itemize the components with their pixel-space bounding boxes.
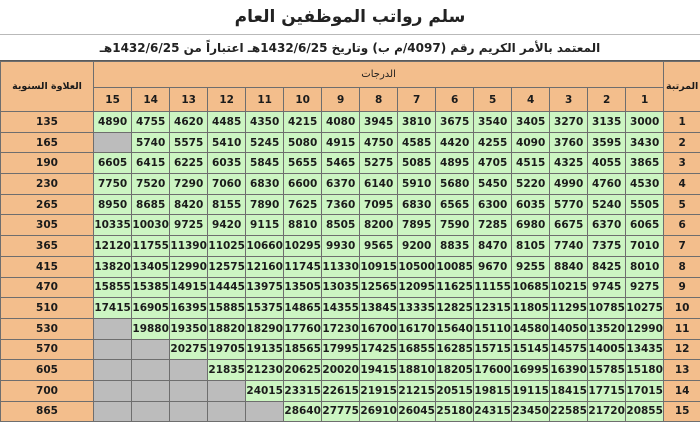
empty-cell	[132, 401, 170, 422]
salary-cell: 13035	[322, 277, 360, 298]
salary-cell: 6300	[474, 194, 512, 215]
salary-cell: 13405	[132, 256, 170, 277]
empty-cell	[132, 339, 170, 360]
salary-cell: 3675	[436, 112, 474, 133]
rank-cell: 12	[664, 339, 700, 360]
salary-cell: 3760	[550, 132, 588, 153]
table-row	[1, 298, 700, 319]
salary-cell: 6830	[246, 174, 284, 195]
salary-cell: 21915	[360, 380, 398, 401]
salary-cell: 19135	[246, 339, 284, 360]
salary-cell: 11745	[284, 256, 322, 277]
empty-cell	[208, 380, 246, 401]
allowance-cell: 190	[1, 153, 94, 174]
salary-cell: 18810	[398, 360, 436, 381]
salary-cell: 19815	[474, 380, 512, 401]
salary-cell: 13520	[588, 318, 626, 339]
salary-cell: 26910	[360, 401, 398, 422]
salary-cell: 4705	[474, 153, 512, 174]
salary-cell: 5655	[284, 153, 322, 174]
salary-cell: 9420	[208, 215, 246, 236]
salary-cell: 12990	[170, 256, 208, 277]
allowance-cell: 530	[1, 318, 94, 339]
salary-cell: 20275	[170, 339, 208, 360]
salary-cell: 6370	[322, 174, 360, 195]
rank-cell: 11	[664, 318, 700, 339]
salary-cell: 8010	[626, 256, 664, 277]
salary-cell: 7750	[94, 174, 132, 195]
salary-cell: 11295	[550, 298, 588, 319]
salary-cell: 3865	[626, 153, 664, 174]
title-bar	[0, 0, 700, 35]
salary-cell: 6140	[360, 174, 398, 195]
salary-cell: 15110	[474, 318, 512, 339]
salary-cell: 8105	[512, 236, 550, 257]
allowance-cell: 510	[1, 298, 94, 319]
table-row	[1, 174, 700, 195]
salary-cell: 4090	[512, 132, 550, 153]
salary-cell: 15715	[474, 339, 512, 360]
table-row	[1, 215, 700, 236]
empty-cell	[208, 401, 246, 422]
salary-cell: 16395	[170, 298, 208, 319]
salary-cell: 5575	[170, 132, 208, 153]
degree-header-6: 6	[436, 88, 474, 112]
salary-cell: 19350	[170, 318, 208, 339]
salary-cell: 5410	[208, 132, 246, 153]
salary-cell: 16905	[132, 298, 170, 319]
degree-header-7: 7	[398, 88, 436, 112]
table-body	[1, 112, 700, 422]
salary-cell: 5465	[322, 153, 360, 174]
salary-cell: 7095	[360, 194, 398, 215]
salary-cell: 7890	[246, 194, 284, 215]
allowance-cell: 135	[1, 112, 94, 133]
salary-cell: 12160	[246, 256, 284, 277]
salary-cell: 5245	[246, 132, 284, 153]
salary-cell: 7010	[626, 236, 664, 257]
salary-cell: 9565	[360, 236, 398, 257]
salary-cell: 16390	[550, 360, 588, 381]
table-row	[1, 339, 700, 360]
allowance-cell: 265	[1, 194, 94, 215]
salary-cell: 12120	[94, 236, 132, 257]
allowance-cell: 165	[1, 132, 94, 153]
salary-cell: 17600	[474, 360, 512, 381]
salary-cell: 28640	[284, 401, 322, 422]
salary-cell: 10085	[436, 256, 474, 277]
salary-cell: 3810	[398, 112, 436, 133]
salary-cell: 5240	[588, 194, 626, 215]
table-head	[1, 62, 700, 112]
salary-cell: 4990	[550, 174, 588, 195]
salary-cell: 9745	[588, 277, 626, 298]
salary-cell: 24315	[474, 401, 512, 422]
salary-cell: 6980	[512, 215, 550, 236]
salary-cell: 9275	[626, 277, 664, 298]
rank-cell: 4	[664, 174, 700, 195]
salary-cell: 15145	[512, 339, 550, 360]
salary-cell: 7285	[474, 215, 512, 236]
salary-cell: 16995	[512, 360, 550, 381]
degree-header-15: 15	[94, 88, 132, 112]
salary-cell: 5080	[284, 132, 322, 153]
salary-cell: 6035	[208, 153, 246, 174]
degree-header-11: 11	[246, 88, 284, 112]
salary-cell: 4620	[170, 112, 208, 133]
rank-cell: 2	[664, 132, 700, 153]
rank-cell: 1	[664, 112, 700, 133]
salary-cell: 4515	[512, 153, 550, 174]
salary-cell: 11805	[512, 298, 550, 319]
salary-cell: 26045	[398, 401, 436, 422]
degree-header-1: 1	[626, 88, 664, 112]
salary-cell: 8155	[208, 194, 246, 215]
salary-cell: 27775	[322, 401, 360, 422]
salary-cell: 8505	[322, 215, 360, 236]
salary-cell: 11755	[132, 236, 170, 257]
salary-cell: 19415	[360, 360, 398, 381]
salary-cell: 16170	[398, 318, 436, 339]
salary-cell: 17015	[626, 380, 664, 401]
salary-cell: 9725	[170, 215, 208, 236]
empty-cell	[94, 339, 132, 360]
salary-cell: 23315	[284, 380, 322, 401]
allowance-cell: 415	[1, 256, 94, 277]
salary-cell: 11625	[436, 277, 474, 298]
salary-cell: 21835	[208, 360, 246, 381]
rank-cell: 8	[664, 256, 700, 277]
salary-cell: 20855	[626, 401, 664, 422]
salary-cell: 4915	[322, 132, 360, 153]
salary-cell: 14915	[170, 277, 208, 298]
salary-cell: 4485	[208, 112, 246, 133]
salary-cell: 12315	[474, 298, 512, 319]
degree-header-2: 2	[588, 88, 626, 112]
salary-cell: 3945	[360, 112, 398, 133]
degree-header-8: 8	[360, 88, 398, 112]
salary-cell: 20625	[284, 360, 322, 381]
salary-cell: 11155	[474, 277, 512, 298]
salary-cell: 10335	[94, 215, 132, 236]
salary-cell: 16285	[436, 339, 474, 360]
salary-cell: 4420	[436, 132, 474, 153]
salary-cell: 6605	[94, 153, 132, 174]
salary-cell: 14005	[588, 339, 626, 360]
salary-cell: 25180	[436, 401, 474, 422]
allowance-cell: 605	[1, 360, 94, 381]
table-row	[1, 380, 700, 401]
salary-cell: 20020	[322, 360, 360, 381]
salary-cell: 4755	[132, 112, 170, 133]
salary-cell: 4585	[398, 132, 436, 153]
salary-cell: 8425	[588, 256, 626, 277]
rank-cell: 9	[664, 277, 700, 298]
table-row	[1, 153, 700, 174]
salary-cell: 13845	[360, 298, 398, 319]
salary-cell: 12095	[398, 277, 436, 298]
salary-cell: 16700	[360, 318, 398, 339]
salary-cell: 5505	[626, 194, 664, 215]
salary-cell: 5770	[550, 194, 588, 215]
rank-cell: 7	[664, 236, 700, 257]
salary-cell: 8840	[550, 256, 588, 277]
salary-cell: 10295	[284, 236, 322, 257]
salary-cell: 15885	[208, 298, 246, 319]
salary-cell: 17715	[588, 380, 626, 401]
empty-cell	[94, 401, 132, 422]
salary-cell: 12575	[208, 256, 246, 277]
salary-cell: 6225	[170, 153, 208, 174]
salary-cell: 14580	[512, 318, 550, 339]
salary-cell: 5220	[512, 174, 550, 195]
degree-header-4: 4	[512, 88, 550, 112]
salary-cell: 11390	[170, 236, 208, 257]
salary-cell: 7590	[436, 215, 474, 236]
salary-cell: 4760	[588, 174, 626, 195]
empty-cell	[246, 401, 284, 422]
table-row	[1, 401, 700, 422]
salary-cell: 7895	[398, 215, 436, 236]
salary-cell: 6415	[132, 153, 170, 174]
empty-cell	[94, 132, 132, 153]
allowance-cell: 700	[1, 380, 94, 401]
salary-cell: 15385	[132, 277, 170, 298]
salary-cell: 10215	[550, 277, 588, 298]
salary-cell: 17995	[322, 339, 360, 360]
salary-cell: 3000	[626, 112, 664, 133]
salary-cell: 8810	[284, 215, 322, 236]
salary-cell: 5740	[132, 132, 170, 153]
salary-cell: 6065	[626, 215, 664, 236]
salary-cell: 7290	[170, 174, 208, 195]
allowance-cell: 570	[1, 339, 94, 360]
salary-cell: 15855	[94, 277, 132, 298]
allowance-cell: 365	[1, 236, 94, 257]
salary-cell: 3540	[474, 112, 512, 133]
salary-cell: 15375	[246, 298, 284, 319]
rank-header: المرتبة	[664, 62, 700, 112]
table-row	[1, 112, 700, 133]
salary-cell: 10915	[360, 256, 398, 277]
degrees-header: الدرجات	[94, 62, 664, 88]
salary-cell: 7060	[208, 174, 246, 195]
salary-cell: 4895	[436, 153, 474, 174]
salary-cell: 19115	[512, 380, 550, 401]
salary-cell: 7740	[550, 236, 588, 257]
salary-cell: 5845	[246, 153, 284, 174]
salary-cell: 9670	[474, 256, 512, 277]
salary-cell: 18820	[208, 318, 246, 339]
salary-cell: 4055	[588, 153, 626, 174]
salary-cell: 10030	[132, 215, 170, 236]
table-row	[1, 318, 700, 339]
degree-header-3: 3	[550, 88, 588, 112]
degree-header-12: 12	[208, 88, 246, 112]
salary-cell: 12990	[626, 318, 664, 339]
empty-cell	[94, 360, 132, 381]
salary-cell: 18290	[246, 318, 284, 339]
salary-cell: 10785	[588, 298, 626, 319]
salary-cell: 3405	[512, 112, 550, 133]
salary-cell: 8470	[474, 236, 512, 257]
salary-cell: 3430	[626, 132, 664, 153]
allowance-header: العلاوة السنوية	[1, 62, 94, 112]
salary-cell: 18415	[550, 380, 588, 401]
table-row	[1, 277, 700, 298]
salary-cell: 9930	[322, 236, 360, 257]
salary-cell: 23450	[512, 401, 550, 422]
salary-cell: 7520	[132, 174, 170, 195]
salary-cell: 10685	[512, 277, 550, 298]
salary-cell: 15785	[588, 360, 626, 381]
salary-cell: 12825	[436, 298, 474, 319]
allowance-cell: 470	[1, 277, 94, 298]
salary-cell: 5450	[474, 174, 512, 195]
table-row	[1, 194, 700, 215]
rank-cell: 6	[664, 215, 700, 236]
table-row	[1, 256, 700, 277]
salary-cell: 13820	[94, 256, 132, 277]
salary-cell: 8200	[360, 215, 398, 236]
salary-cell: 13335	[398, 298, 436, 319]
degree-numbers-row	[1, 88, 700, 112]
salary-cell: 14445	[208, 277, 246, 298]
salary-cell: 4080	[322, 112, 360, 133]
salary-cell: 6830	[398, 194, 436, 215]
table-row	[1, 132, 700, 153]
salary-cell: 14050	[550, 318, 588, 339]
decree-subtitle: المعتمد بالأمر الكريم رقم (4097/م ب) وتاريخ 1432/6/25هـ اعتباراً من 1432/6/25هـ	[99, 40, 601, 55]
salary-cell: 9200	[398, 236, 436, 257]
empty-cell	[132, 380, 170, 401]
salary-cell: 17760	[284, 318, 322, 339]
salary-cell: 3595	[588, 132, 626, 153]
table-row	[1, 236, 700, 257]
salary-cell: 14865	[284, 298, 322, 319]
salary-cell: 9255	[512, 256, 550, 277]
rank-cell: 10	[664, 298, 700, 319]
salary-cell: 7625	[284, 194, 322, 215]
salary-cell: 10275	[626, 298, 664, 319]
salary-cell: 22585	[550, 401, 588, 422]
empty-cell	[132, 360, 170, 381]
salary-cell: 11025	[208, 236, 246, 257]
salary-cell: 5085	[398, 153, 436, 174]
empty-cell	[94, 318, 132, 339]
salary-cell: 5275	[360, 153, 398, 174]
degree-header-9: 9	[322, 88, 360, 112]
salary-cell: 4325	[550, 153, 588, 174]
salary-cell: 3135	[588, 112, 626, 133]
salary-cell: 9115	[246, 215, 284, 236]
salary-cell: 21230	[246, 360, 284, 381]
rank-cell: 13	[664, 360, 700, 381]
salary-cell: 15180	[626, 360, 664, 381]
salary-cell: 4215	[284, 112, 322, 133]
salary-cell: 13435	[626, 339, 664, 360]
rank-cell: 5	[664, 194, 700, 215]
salary-cell: 8835	[436, 236, 474, 257]
empty-cell	[170, 360, 208, 381]
salary-cell: 6565	[436, 194, 474, 215]
degree-header-5: 5	[474, 88, 512, 112]
salary-cell: 21720	[588, 401, 626, 422]
salary-cell: 6600	[284, 174, 322, 195]
salary-table	[0, 61, 700, 422]
salary-cell: 4255	[474, 132, 512, 153]
rank-cell: 14	[664, 380, 700, 401]
degree-header-14: 14	[132, 88, 170, 112]
salary-cell: 4530	[626, 174, 664, 195]
rank-cell: 15	[664, 401, 700, 422]
salary-cell: 4750	[360, 132, 398, 153]
salary-cell: 6675	[550, 215, 588, 236]
salary-cell: 21215	[398, 380, 436, 401]
salary-cell: 17425	[360, 339, 398, 360]
salary-cell: 15640	[436, 318, 474, 339]
subtitle-bar	[0, 35, 700, 62]
salary-cell: 12565	[360, 277, 398, 298]
empty-cell	[170, 380, 208, 401]
salary-cell: 10660	[246, 236, 284, 257]
allowance-cell: 305	[1, 215, 94, 236]
salary-cell: 17230	[322, 318, 360, 339]
table-row	[1, 360, 700, 381]
salary-cell: 19705	[208, 339, 246, 360]
salary-cell: 22615	[322, 380, 360, 401]
salary-cell: 7360	[322, 194, 360, 215]
salary-cell: 8685	[132, 194, 170, 215]
salary-cell: 3270	[550, 112, 588, 133]
salary-cell: 17415	[94, 298, 132, 319]
salary-cell: 5910	[398, 174, 436, 195]
salary-cell: 8950	[94, 194, 132, 215]
degree-header-10: 10	[284, 88, 322, 112]
salary-cell: 6370	[588, 215, 626, 236]
salary-cell: 8420	[170, 194, 208, 215]
rank-cell: 3	[664, 153, 700, 174]
salary-cell: 13975	[246, 277, 284, 298]
salary-cell: 18205	[436, 360, 474, 381]
salary-cell: 20515	[436, 380, 474, 401]
salary-cell: 6035	[512, 194, 550, 215]
salary-cell: 5680	[436, 174, 474, 195]
page-title: سلم رواتب الموظفين العام	[234, 7, 466, 27]
salary-cell: 4350	[246, 112, 284, 133]
salary-cell: 19880	[132, 318, 170, 339]
salary-cell: 24015	[246, 380, 284, 401]
salary-cell: 14575	[550, 339, 588, 360]
allowance-cell: 865	[1, 401, 94, 422]
salary-cell: 4890	[94, 112, 132, 133]
empty-cell	[170, 401, 208, 422]
salary-cell: 11330	[322, 256, 360, 277]
allowance-cell: 230	[1, 174, 94, 195]
salary-cell: 13505	[284, 277, 322, 298]
salary-cell: 10500	[398, 256, 436, 277]
degrees-header-row	[1, 62, 700, 88]
salary-cell: 18565	[284, 339, 322, 360]
salary-cell: 7375	[588, 236, 626, 257]
degree-header-13: 13	[170, 88, 208, 112]
salary-cell: 16855	[398, 339, 436, 360]
salary-cell: 14355	[322, 298, 360, 319]
empty-cell	[94, 380, 132, 401]
